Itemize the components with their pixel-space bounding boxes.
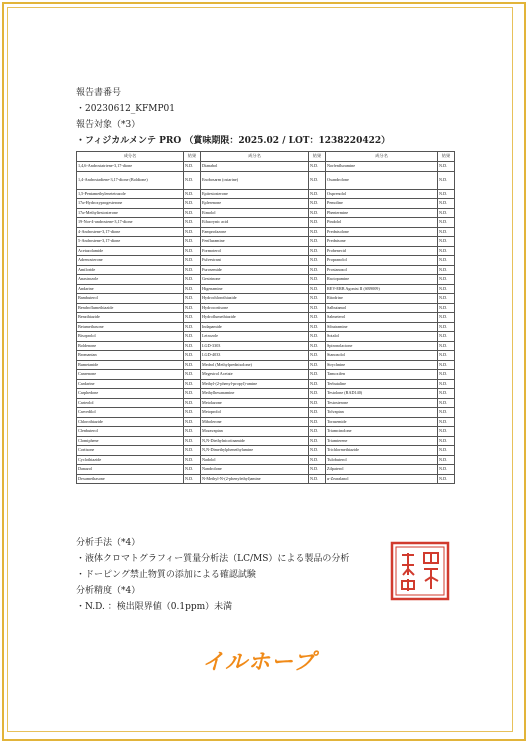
compound-name-cell: Zilpaterol (326, 465, 438, 475)
compound-name-cell: Tolvaptan (326, 408, 438, 418)
result-cell: N.D. (438, 256, 455, 266)
compound-name-cell: Prednisolone (326, 227, 438, 237)
precision-label: 分析精度（*4） (76, 586, 141, 596)
results-table (76, 151, 455, 484)
compound-name-cell: 17α-Methyltestosterone (77, 208, 184, 218)
compound-name-cell: Trichlormethiazide (326, 446, 438, 456)
table-row (77, 265, 455, 275)
table-row (77, 474, 455, 484)
result-cell: N.D. (438, 446, 455, 456)
compound-name-cell: Metolazone (201, 398, 309, 408)
compound-name-cell: Sibutramine (326, 322, 438, 332)
compound-name-cell: Cortisone (77, 446, 184, 456)
compound-name-cell: Spironolactone (326, 341, 438, 351)
method-label: 分析手法（*4） (76, 538, 141, 548)
compound-name-cell: Oxprenolol (326, 189, 438, 199)
table-header-row (77, 152, 455, 162)
compound-name-cell: Benzthiazide (77, 313, 184, 323)
header-compound-2: 成分名 (201, 152, 309, 162)
result-cell: N.D. (438, 218, 455, 228)
compound-name-cell: Pindolol (326, 218, 438, 228)
result-cell: N.D. (438, 398, 455, 408)
result-cell: N.D. (309, 455, 326, 465)
result-cell: N.D. (184, 246, 201, 256)
table-row (77, 341, 455, 351)
result-cell: N.D. (309, 171, 326, 189)
compound-name-cell: Megestrol Acetate (201, 370, 309, 380)
compound-name-cell: Ritodrine (326, 294, 438, 304)
table-row (77, 218, 455, 228)
result-cell: N.D. (309, 303, 326, 313)
result-cell: N.D. (184, 162, 201, 172)
result-cell: N.D. (438, 189, 455, 199)
table-row (77, 189, 455, 199)
result-cell: N.D. (309, 474, 326, 484)
result-cell: N.D. (309, 199, 326, 209)
compound-name-cell: α-Zearalanol (326, 474, 438, 484)
compound-name-cell: Canrenone (77, 370, 184, 380)
compound-name-cell: Dianabol (201, 162, 309, 172)
compound-name-cell: Betamethasone (77, 322, 184, 332)
result-cell: N.D. (309, 360, 326, 370)
result-cell: N.D. (184, 189, 201, 199)
header-result-3: 結果 (438, 152, 455, 162)
compound-name-cell: Epitestosterone (201, 189, 309, 199)
compound-name-cell: 4-Androstene-3,17-dione (77, 227, 184, 237)
precision-value: ・N.D. ：検出限界値（0.1ppm）未満 (76, 602, 233, 612)
result-cell: N.D. (184, 218, 201, 228)
compound-name-cell: LGD-3303 (201, 341, 309, 351)
table-row (77, 351, 455, 361)
compound-name-cell: Dexamethasone (77, 474, 184, 484)
result-cell: N.D. (184, 332, 201, 342)
result-cell: N.D. (438, 246, 455, 256)
result-cell: N.D. (438, 303, 455, 313)
result-cell: N.D. (184, 398, 201, 408)
compound-name-cell: Methylhexanamine (201, 389, 309, 399)
table-row (77, 303, 455, 313)
compound-name-cell: Hydrochlorothiazide (201, 294, 309, 304)
result-cell: N.D. (438, 341, 455, 351)
result-cell: N.D. (438, 265, 455, 275)
report-target-label: 報告対象（*3） (76, 120, 141, 130)
result-cell: N.D. (438, 417, 455, 427)
table-row (77, 256, 455, 266)
compound-name-cell: Enobosarm (ostarine) (201, 171, 309, 189)
compound-name-cell: Carteolol (77, 398, 184, 408)
result-cell: N.D. (309, 379, 326, 389)
compound-name-cell: Bisoprolol (77, 332, 184, 342)
compound-name-cell: Strychnine (326, 360, 438, 370)
compound-name-cell: Hydrocortisone (201, 303, 309, 313)
compound-name-cell: Higenamine (201, 284, 309, 294)
result-cell: N.D. (309, 446, 326, 456)
table-body (77, 162, 455, 484)
result-cell: N.D. (184, 237, 201, 247)
compound-name-cell: 17α-Hydroxyprogesterone (77, 199, 184, 209)
result-cell: N.D. (184, 379, 201, 389)
result-cell: N.D. (184, 313, 201, 323)
result-cell: N.D. (438, 436, 455, 446)
compound-name-cell: Triamterene (326, 436, 438, 446)
result-cell: N.D. (184, 455, 201, 465)
result-cell: N.D. (309, 162, 326, 172)
compound-name-cell: Propranolol (326, 256, 438, 266)
compound-name-cell: Medrol (Methylprednisolone) (201, 360, 309, 370)
table-row (77, 227, 455, 237)
compound-name-cell: Andarine (77, 284, 184, 294)
result-cell: N.D. (438, 208, 455, 218)
result-cell: N.D. (309, 389, 326, 399)
company-seal-stamp (390, 541, 450, 601)
compound-name-cell: Eplerenone (201, 199, 309, 209)
table-row (77, 237, 455, 247)
result-cell: N.D. (309, 465, 326, 475)
result-cell: N.D. (438, 360, 455, 370)
compound-name-cell: Ractopamine (326, 275, 438, 285)
result-cell: N.D. (309, 189, 326, 199)
table-row (77, 208, 455, 218)
result-cell: N.D. (309, 265, 326, 275)
compound-name-cell: Fulvestrant (201, 256, 309, 266)
result-cell: N.D. (184, 351, 201, 361)
compound-name-cell: Salbutamol (326, 303, 438, 313)
table-row (77, 408, 455, 418)
result-cell: N.D. (438, 227, 455, 237)
table-row (77, 246, 455, 256)
compound-name-cell: Cyclothiazide (77, 455, 184, 465)
compound-name-cell: 1,4-Androstadiene-3,17-dione (Boldione) (77, 171, 184, 189)
result-cell: N.D. (184, 465, 201, 475)
table-row (77, 162, 455, 172)
result-cell: N.D. (184, 208, 201, 218)
result-cell: N.D. (184, 284, 201, 294)
compound-name-cell: Boldenone (77, 341, 184, 351)
table-row (77, 398, 455, 408)
brand-logo: イルホープ (202, 650, 316, 675)
result-cell: N.D. (184, 417, 201, 427)
compound-name-cell: Phentermine (326, 208, 438, 218)
result-cell: N.D. (184, 171, 201, 189)
result-cell: N.D. (309, 284, 326, 294)
compound-name-cell: Triamcinolone (326, 427, 438, 437)
result-cell: N.D. (184, 446, 201, 456)
compound-name-cell: Adrenosterone (77, 256, 184, 266)
compound-name-cell: Hydroflumethiazide (201, 313, 309, 323)
compound-name-cell: Bromantan (77, 351, 184, 361)
result-cell: N.D. (438, 294, 455, 304)
compound-name-cell: Acetazolamide (77, 246, 184, 256)
result-cell: N.D. (438, 474, 455, 484)
compound-name-cell: LGD-4033 (201, 351, 309, 361)
method-item-1: ・液体クロマトグラフィー質量分析法（LC/MS）による製品の分析 (76, 554, 350, 564)
result-cell: N.D. (309, 436, 326, 446)
result-cell: N.D. (438, 455, 455, 465)
table-row (77, 171, 455, 189)
result-cell: N.D. (438, 275, 455, 285)
compound-name-cell: Torasemide (326, 417, 438, 427)
compound-name-cell: Bambuterol (77, 294, 184, 304)
table-row (77, 465, 455, 475)
compound-name-cell: Terbutaline (326, 379, 438, 389)
header-result-1: 結果 (184, 152, 201, 162)
result-cell: N.D. (309, 417, 326, 427)
result-cell: N.D. (438, 408, 455, 418)
compound-name-cell: Clenbuterol (77, 427, 184, 437)
table-row (77, 379, 455, 389)
result-cell: N.D. (184, 294, 201, 304)
compound-name-cell: Bumetanide (77, 360, 184, 370)
result-cell: N.D. (184, 370, 201, 380)
result-cell: N.D. (438, 171, 455, 189)
compound-name-cell: Cardarine (77, 379, 184, 389)
result-cell: N.D. (184, 341, 201, 351)
compound-name-cell: Letrozole (201, 332, 309, 342)
table-row (77, 275, 455, 285)
compound-name-cell: Bendroflumethiazide (77, 303, 184, 313)
result-cell: N.D. (184, 199, 201, 209)
table-row (77, 294, 455, 304)
result-cell: N.D. (184, 227, 201, 237)
result-cell: N.D. (184, 389, 201, 399)
result-cell: N.D. (309, 370, 326, 380)
compound-name-cell: 1,4,6-Androstatriene-3,17-dione (77, 162, 184, 172)
compound-name-cell: Tulobuterol (326, 455, 438, 465)
compound-name-cell: Metoprolol (201, 408, 309, 418)
table-row (77, 322, 455, 332)
result-cell: N.D. (438, 389, 455, 399)
result-cell: N.D. (184, 474, 201, 484)
table-row (77, 370, 455, 380)
compound-name-cell: Testolone (RAD140) (326, 389, 438, 399)
compound-name-cell: REV-ERB Agonist II (SR9009) (326, 284, 438, 294)
result-cell: N.D. (438, 427, 455, 437)
compound-name-cell: Danazol (77, 465, 184, 475)
compound-name-cell: Methyl-(2-phenyl-propyl)-amine (201, 379, 309, 389)
compound-name-cell: Formoterol (201, 246, 309, 256)
result-cell: N.D. (438, 199, 455, 209)
compound-name-cell: Prednisone (326, 237, 438, 247)
compound-name-cell: Carvedilol (77, 408, 184, 418)
compound-name-cell: Gestrinone (201, 275, 309, 285)
compound-name-cell: Anastrozole (77, 275, 184, 285)
compound-name-cell: Ethacrynic acid (201, 218, 309, 228)
result-cell: N.D. (184, 436, 201, 446)
table-row (77, 284, 455, 294)
compound-name-cell: N,N-Diethylnicotinamide (201, 436, 309, 446)
table-row (77, 455, 455, 465)
compound-name-cell: Amiloride (77, 265, 184, 275)
table-row (77, 389, 455, 399)
method-item-2: ・ドーピング禁止物質の添加による確認試験 (76, 570, 256, 580)
result-cell: N.D. (309, 256, 326, 266)
result-cell: N.D. (309, 398, 326, 408)
result-cell: N.D. (309, 218, 326, 228)
result-cell: N.D. (309, 208, 326, 218)
result-cell: N.D. (438, 379, 455, 389)
compound-name-cell: Indapamide (201, 322, 309, 332)
result-cell: N.D. (184, 427, 201, 437)
result-cell: N.D. (309, 341, 326, 351)
compound-name-cell: N-Methyl-N-(2-phenylethyl)amine (201, 474, 309, 484)
result-cell: N.D. (184, 275, 201, 285)
compound-name-cell: Carphedone (77, 389, 184, 399)
compound-name-cell: Oxandrolone (326, 171, 438, 189)
report-number-label: 報告書番号 (76, 88, 122, 98)
result-cell: N.D. (184, 408, 201, 418)
compound-name-cell: Furosemide (201, 265, 309, 275)
result-cell: N.D. (438, 237, 455, 247)
compound-name-cell: N,N-Dimethylphenethylamine (201, 446, 309, 456)
result-cell: N.D. (438, 162, 455, 172)
result-cell: N.D. (309, 427, 326, 437)
result-cell: N.D. (309, 294, 326, 304)
compound-name-cell: Tamoxifen (326, 370, 438, 380)
table-row (77, 199, 455, 209)
table-row (77, 417, 455, 427)
table-row (77, 446, 455, 456)
compound-name-cell: Norfenfluramine (326, 162, 438, 172)
result-cell: N.D. (184, 322, 201, 332)
table-row (77, 332, 455, 342)
compound-name-cell: 5-Androstene-3,17-dione (77, 237, 184, 247)
report-number-value: ・20230612_KFMP01 (76, 104, 176, 114)
compound-name-cell: Testosterone (326, 398, 438, 408)
result-cell: N.D. (438, 322, 455, 332)
compound-name-cell: Nandrolone (201, 465, 309, 475)
result-cell: N.D. (309, 322, 326, 332)
compound-name-cell: 1,5-Pentamethylenetetrazole (77, 189, 184, 199)
result-cell: N.D. (309, 313, 326, 323)
result-cell: N.D. (309, 351, 326, 361)
compound-name-cell: Etmolol (201, 208, 309, 218)
result-cell: N.D. (309, 246, 326, 256)
result-cell: N.D. (438, 351, 455, 361)
result-cell: N.D. (309, 332, 326, 342)
compound-name-cell: Prostanozol (326, 265, 438, 275)
compound-name-cell: Mozavaptan (201, 427, 309, 437)
report-target-value: ・フィジカルメンテ PRO （賞味期限：2025.02 / LOT：1238220422） (76, 136, 391, 146)
table-row (77, 313, 455, 323)
compound-name-cell: Pemoline (326, 199, 438, 209)
table-row (77, 360, 455, 370)
compound-name-cell: Sotalol (326, 332, 438, 342)
result-cell: N.D. (438, 370, 455, 380)
result-cell: N.D. (309, 237, 326, 247)
compound-name-cell: Nadolol (201, 455, 309, 465)
header-result-2: 結果 (309, 152, 326, 162)
compound-name-cell: Stanozolol (326, 351, 438, 361)
result-cell: N.D. (184, 265, 201, 275)
result-cell: N.D. (184, 303, 201, 313)
compound-name-cell: Fenfluramine (201, 237, 309, 247)
header-compound-1: 成分名 (77, 152, 184, 162)
header-compound-3: 成分名 (326, 152, 438, 162)
result-cell: N.D. (309, 408, 326, 418)
compound-name-cell: Mibolerone (201, 417, 309, 427)
result-cell: N.D. (309, 275, 326, 285)
compound-name-cell: Probenecid (326, 246, 438, 256)
compound-name-cell: Clomiphene (77, 436, 184, 446)
result-cell: N.D. (184, 360, 201, 370)
compound-name-cell: Famprofazone (201, 227, 309, 237)
result-cell: N.D. (438, 465, 455, 475)
result-cell: N.D. (438, 313, 455, 323)
result-cell: N.D. (438, 284, 455, 294)
compound-name-cell: 19-Nor-4-androstene-3,17-dione (77, 218, 184, 228)
result-cell: N.D. (309, 227, 326, 237)
result-cell: N.D. (184, 256, 201, 266)
compound-name-cell: Chlorothiazide (77, 417, 184, 427)
table-row (77, 436, 455, 446)
compound-name-cell: Salmeterol (326, 313, 438, 323)
table-row (77, 427, 455, 437)
result-cell: N.D. (438, 332, 455, 342)
